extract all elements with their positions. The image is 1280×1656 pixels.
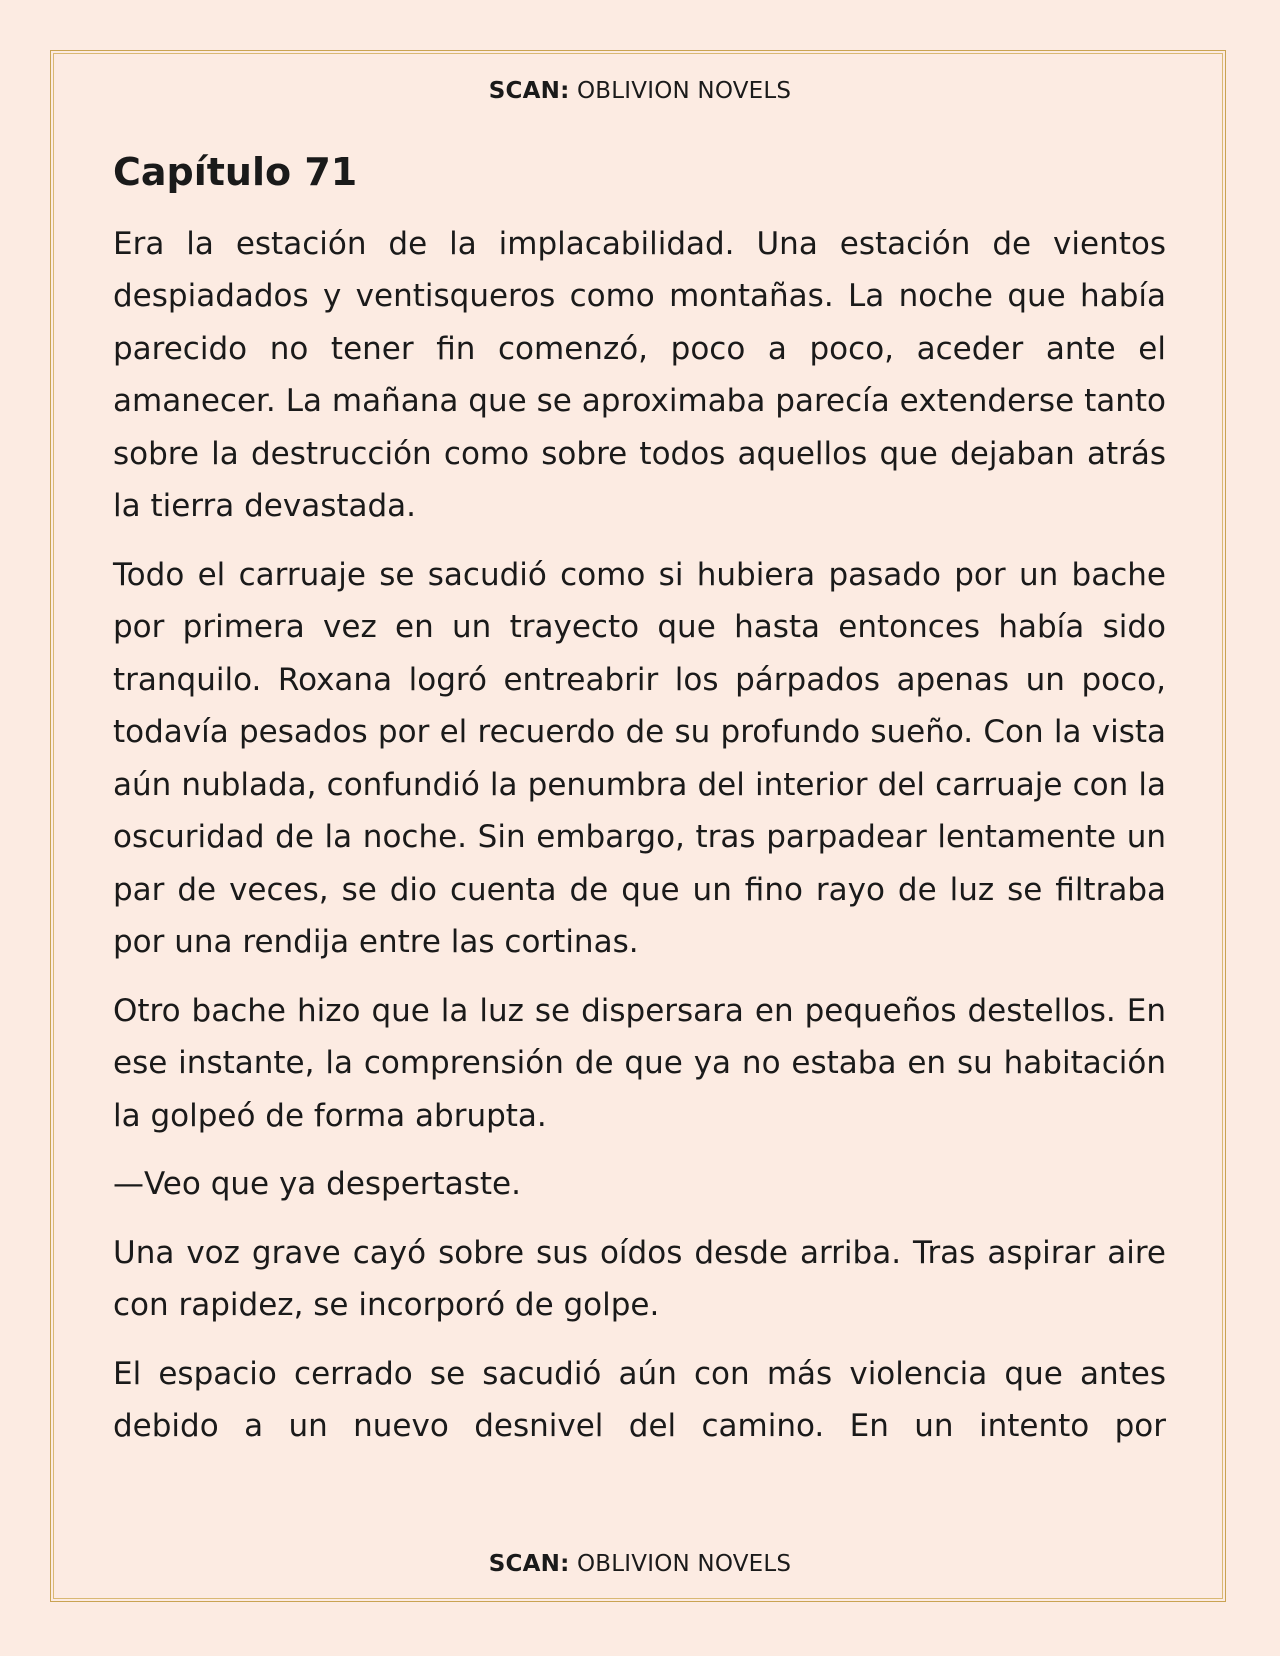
scan-credit-header xyxy=(0,78,1280,104)
scan-source: OBLIVION NOVELS xyxy=(577,78,792,104)
chapter-content xyxy=(113,150,1166,1469)
scan-source: OBLIVION NOVELS xyxy=(577,1551,792,1577)
paragraph: —Veo que ya despertaste. xyxy=(113,1166,521,1203)
paragraph: El espacio cerrado se sacudió aún con más violencia que antes debido a un nuevo desnivel del camino. En un intento por xyxy=(113,1355,1166,1445)
scan-credit-footer xyxy=(0,1551,1280,1577)
scan-label: SCAN: xyxy=(488,78,570,104)
paragraph: Todo el carruaje se sacudió como si hubiera pasado por un bache por primera vez en un trayecto que hasta entonces había sido tranquilo. Roxana logró entreabrir los párpados apenas un poco, todavía pesados por el recuerdo de su profundo sueño. Con la vista aún nublada, confundió la penumbra del interior del carruaje con la oscuridad de la noche. Sin embargo, tras parpadear lentamente un par de veces, se dio cuenta de que un fino rayo de luz se filtraba por una rendija entre las cortinas. xyxy=(113,556,1166,961)
paragraph: Una voz grave cayó sobre sus oídos desde arriba. Tras aspirar aire con rapidez, se incorporó de golpe. xyxy=(113,1234,1166,1324)
chapter-title: Capítulo 71 xyxy=(113,150,358,194)
scan-label: SCAN: xyxy=(488,1551,570,1577)
paragraph: Era la estación de la implacabilidad. Una estación de vientos despiadados y ventisqueros como montañas. La noche que había parecido no tener fin comenzó, poco a poco, aceder ante el amanecer. La mañana que se aproximaba parecía extenderse tanto sobre la destrucción como sobre todos aquellos que dejaban atrás la tierra devastada. xyxy=(113,225,1166,525)
paragraph: Otro bache hizo que la luz se dispersara en pequeños destellos. En ese instante, la comprensión de que ya no estaba en su habitación la golpeó de forma abrupta. xyxy=(113,992,1166,1134)
